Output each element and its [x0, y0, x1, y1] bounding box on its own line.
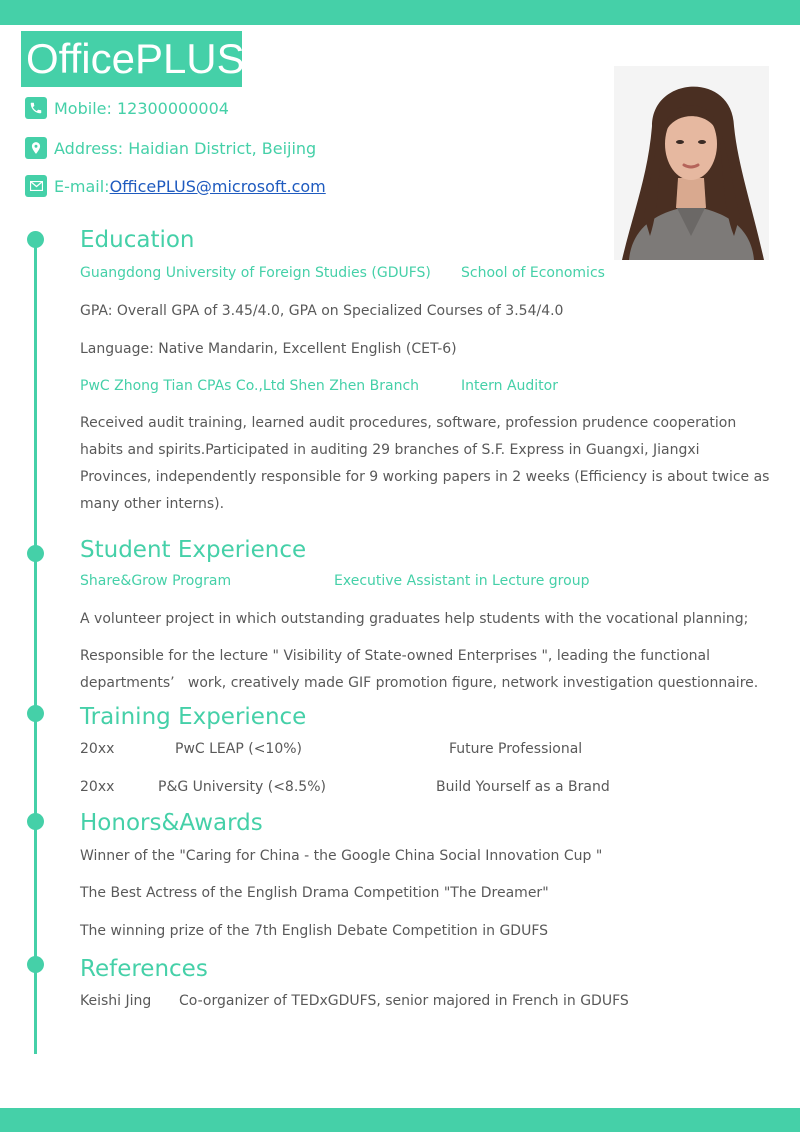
training-year: 20xx	[80, 779, 115, 795]
honor-item: The winning prize of the 7th English Debate Competition in GDUFS	[80, 923, 549, 939]
training-topic: Build Yourself as a Brand	[436, 779, 610, 795]
mail-icon	[25, 175, 47, 197]
education-language: Language: Native Mandarin, Excellent English (CET-6)	[80, 341, 457, 357]
internship-organization: PwC Zhong Tian CPAs Co.,Ltd Shen Zhen Branch	[80, 378, 420, 394]
address-text: Address: Haidian District, Beijing	[54, 138, 317, 158]
student-role: Executive Assistant in Lecture group	[334, 573, 590, 589]
timeline-dot-education	[27, 231, 44, 248]
phone-icon	[25, 97, 47, 119]
contact-address	[25, 137, 316, 159]
email-label: E-mail:	[54, 176, 110, 196]
contact-email	[25, 175, 326, 197]
student-program: Share&Grow Program	[80, 573, 232, 589]
top-accent-bar	[0, 0, 800, 25]
timeline-dot-training	[27, 705, 44, 722]
name-title: OfficePLUS	[21, 31, 242, 87]
internship-role: Intern Auditor	[461, 378, 558, 394]
reference-description: Co-organizer of TEDxGDUFS, senior majored in French in GDUFS	[179, 993, 629, 1009]
reference-name: Keishi Jing	[80, 993, 152, 1009]
section-title-education: Education	[80, 227, 195, 253]
training-year: 20xx	[80, 741, 115, 757]
training-program: P&G University (<8.5%)	[158, 779, 326, 795]
email-link[interactable]: OfficePLUS@microsoft.com	[109, 176, 326, 196]
education-department: School of Economics	[461, 265, 605, 281]
contact-mobile	[25, 97, 229, 119]
education-school: Guangdong University of Foreign Studies (GDUFS)	[80, 265, 431, 281]
section-title-training: Training Experience	[80, 704, 307, 730]
bottom-accent-bar	[0, 1108, 800, 1132]
timeline-dot-honors	[27, 813, 44, 830]
education-gpa: GPA: Overall GPA of 3.45/4.0, GPA on Specialized Courses of 3.54/4.0	[80, 303, 564, 319]
section-title-references: References	[80, 956, 208, 982]
training-topic: Future Professional	[449, 741, 583, 757]
section-title-honors: Honors&Awards	[80, 810, 263, 836]
honor-item: The Best Actress of the English Drama Competition "The Dreamer"	[80, 885, 549, 901]
training-program: PwC LEAP (<10%)	[175, 741, 303, 757]
student-line-1: A volunteer project in which outstanding graduates help students with the vocational planning;	[80, 611, 749, 627]
mobile-text: Mobile: 12300000004	[54, 98, 229, 118]
honor-item: Winner of the "Caring for China - the Google China Social Innovation Cup "	[80, 848, 603, 864]
internship-description: Received audit training, learned audit procedures, software, profession prudence cooperation habits and spirits.Participated in auditing 29 branches of S.F. Express in Guangxi, Jiangxi Provinces, independently responsible for 9 working papers in 2 weeks (Efficiency is about twice as many other interns).	[80, 415, 770, 512]
section-title-student: Student Experience	[80, 537, 307, 563]
timeline-dot-references	[27, 956, 44, 973]
timeline-dot-student	[27, 545, 44, 562]
student-line-2: Responsible for the lecture " Visibility of State-owned Enterprises ", leading the functional departments’ work, creatively made GIF promotion figure, network investigation questionnaire.	[80, 648, 759, 691]
location-pin-icon	[25, 137, 47, 159]
timeline-line	[34, 240, 37, 1054]
profile-photo	[614, 66, 769, 260]
